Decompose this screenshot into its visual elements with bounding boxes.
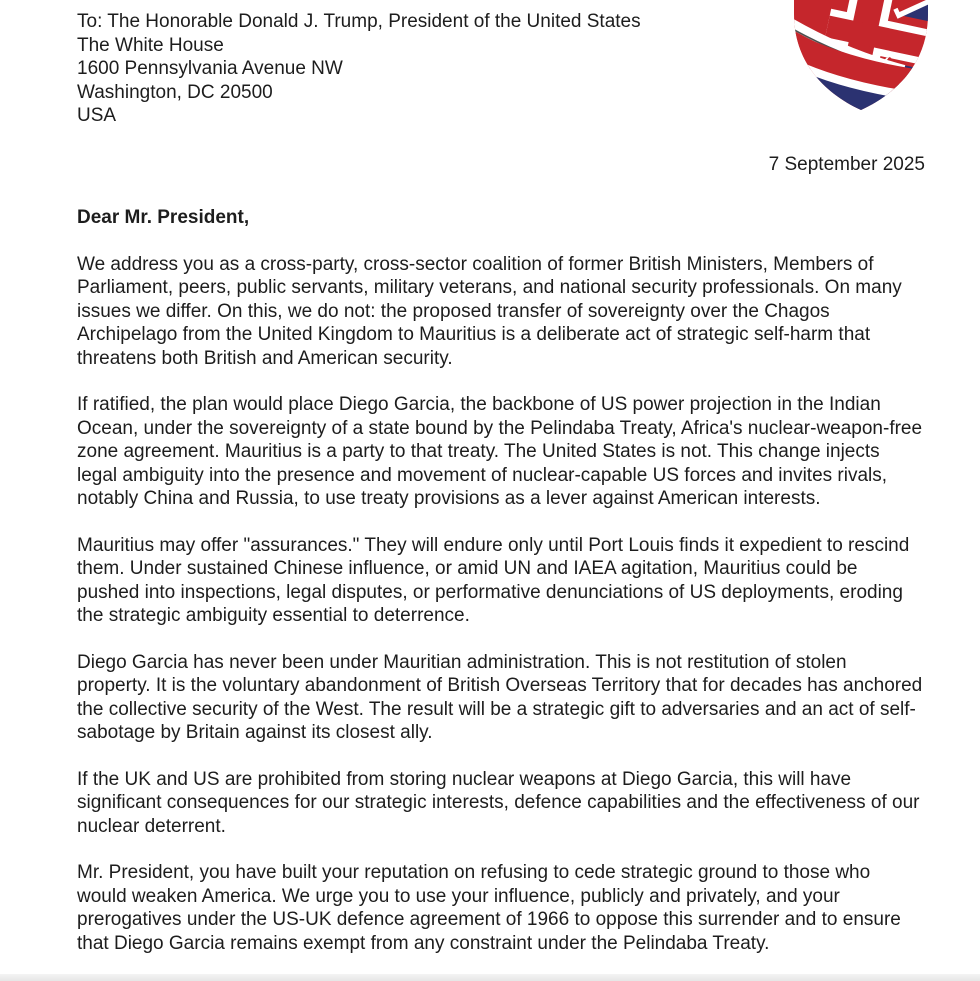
address-line: Washington, DC 20500 bbox=[77, 81, 273, 103]
letter-paragraph: If ratified, the plan would place Diego Garcia, the backbone of US power projection in the Indian Ocean, under the sovereignty of a state bound by the Pelindaba Treaty, Africa's nuclear-weapon-free zone agreement. Mauritius is a party to that treaty. The United States is not. This change injects legal ambiguity into the presence and movement of nuclear-capable US forces and invites rivals, notably China and Russia, to use treaty provisions as a lever against American interests. bbox=[77, 394, 923, 509]
address-line: USA bbox=[77, 105, 117, 126]
letter-paragraph: Diego Garcia has never been under Mauritian administration. This is not restitution of stolen property. It is the voluntary abandonment of British Overseas Territory that for decades has anchored the collective security of the West. The result will be a strategic gift to adversaries and an act of self-sabotage by Britain against its closest ally. bbox=[77, 651, 923, 743]
letter-paragraph: We address you as a cross-party, cross-sector coalition of former British Ministers, Members of Parliament, peers, public servants, military veterans, and national security professionals. On many issues we differ. On this, we do not: the proposed transfer of sovereignty over the Chagos Archipelago from the United Kingdom to Mauritius is a deliberate act of strategic self-harm that threatens both British and American security. bbox=[77, 253, 902, 369]
address-line: 1600 Pennsylvania Avenue NW bbox=[77, 58, 343, 79]
letter-paragraph: If the UK and US are prohibited from storing nuclear weapons at Diego Garcia, this will have significant consequences for our strategic interests, defence capabilities and the effectiveness of our nuclear deterrent. bbox=[77, 768, 920, 837]
recipient-address bbox=[77, 10, 925, 128]
address-line: To: The Honorable Donald J. Trump, President of the United States bbox=[77, 11, 641, 32]
salutation: Dear Mr. President, bbox=[77, 207, 250, 228]
address-line: The White House bbox=[77, 34, 224, 56]
letter-paragraph: Mauritius may offer "assurances." They will endure only until Port Louis finds it expedient to rescind them. Under sustained Chinese influence, or amid UN and IAEA agitation, Mauritius could be pushed into inspections, legal disputes, or performative denunciations of US deployments, eroding the strategic ambiguity essential to deterrence. bbox=[77, 534, 910, 626]
letter-paragraph: Mr. President, you have built your reputation on refusing to cede strategic ground to those who would weaken America. We urge you to use your influence, publicly and privately, and your prerogatives under the US-UK defence agreement of 1966 to oppose this surrender and to ensure that Diego Garcia remains exempt from any constraint under the Pelindaba Treaty. bbox=[77, 862, 901, 954]
letter-date: 7 September 2025 bbox=[768, 153, 925, 175]
bottom-edge-bar bbox=[0, 974, 980, 981]
letter-body bbox=[77, 0, 925, 955]
